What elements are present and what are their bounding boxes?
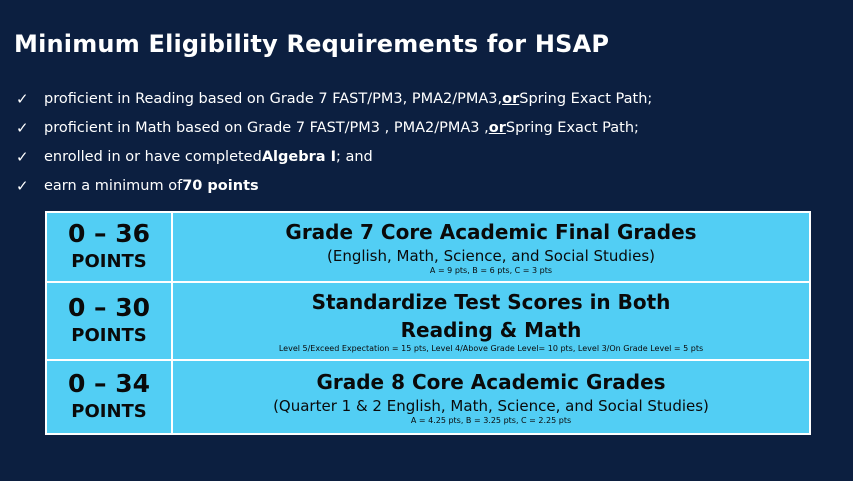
points-range: 0 – 30 <box>67 292 151 322</box>
points-unit: POINTS <box>71 324 147 346</box>
description-cell <box>173 283 809 359</box>
points-unit: POINTS <box>71 250 147 272</box>
points-cell <box>47 283 173 359</box>
requirement-text: proficient in Reading based on Grade 7 FAST/PM3, PMA2/PMA3, <box>44 90 503 107</box>
row-heading: Standardize Test Scores in Both <box>311 289 671 314</box>
requirement-item <box>16 113 652 142</box>
points-range: 0 – 36 <box>67 218 151 248</box>
requirement-text: proficient in Math based on Grade 7 FAST/PM3 , PMA2/PMA3 , <box>44 119 489 136</box>
requirement-text: earn a minimum of <box>44 177 183 194</box>
row-note: A = 9 pts, B = 6 pts, C = 3 pts <box>429 265 553 275</box>
checkmark-icon: ✓ <box>16 147 29 166</box>
points-cell <box>47 213 173 281</box>
row-heading: Grade 8 Core Academic Grades <box>316 369 666 394</box>
requirement-item <box>16 84 652 113</box>
description-cell <box>173 361 809 433</box>
points-unit: POINTS <box>71 400 147 422</box>
points-row-grade7 <box>47 213 809 281</box>
description-cell <box>173 213 809 281</box>
requirement-item <box>16 142 652 171</box>
row-subtitle: (English, Math, Science, and Social Studies) <box>326 246 655 265</box>
checkmark-icon: ✓ <box>16 176 29 195</box>
points-row-grade8 <box>47 359 809 433</box>
points-range: 0 – 34 <box>67 368 151 398</box>
requirement-text-end: Spring Exact Path; <box>505 119 639 136</box>
points-row-test-scores <box>47 281 809 359</box>
requirement-item <box>16 171 652 200</box>
slide-title: Minimum Eligibility Requirements for HSAP <box>14 30 610 58</box>
requirement-emphasis: or <box>488 119 506 136</box>
requirement-emphasis: or <box>502 90 520 107</box>
row-heading: Grade 7 Core Academic Final Grades <box>285 219 697 244</box>
points-table <box>45 211 811 435</box>
requirement-text-end: ; and <box>335 148 373 165</box>
requirement-emphasis: 70 points <box>182 177 259 194</box>
requirement-text: enrolled in or have completed <box>44 148 262 165</box>
checkmark-icon: ✓ <box>16 89 29 108</box>
points-cell <box>47 361 173 433</box>
row-note: A = 4.25 pts, B = 3.25 pts, C = 2.25 pts <box>410 415 572 425</box>
row-note: Level 5/Exceed Expectation = 15 pts, Level 4/Above Grade Level= 10 pts, Level 3/On Grade Level = 5 pts <box>278 343 704 353</box>
requirement-text-end: Spring Exact Path; <box>519 90 653 107</box>
requirement-emphasis: Algebra I <box>261 148 336 165</box>
row-heading-line2: Reading & Math <box>400 317 582 342</box>
checkmark-icon: ✓ <box>16 118 29 137</box>
requirements-list <box>16 84 652 200</box>
row-subtitle: (Quarter 1 & 2 English, Math, Science, and Social Studies) <box>273 396 709 415</box>
